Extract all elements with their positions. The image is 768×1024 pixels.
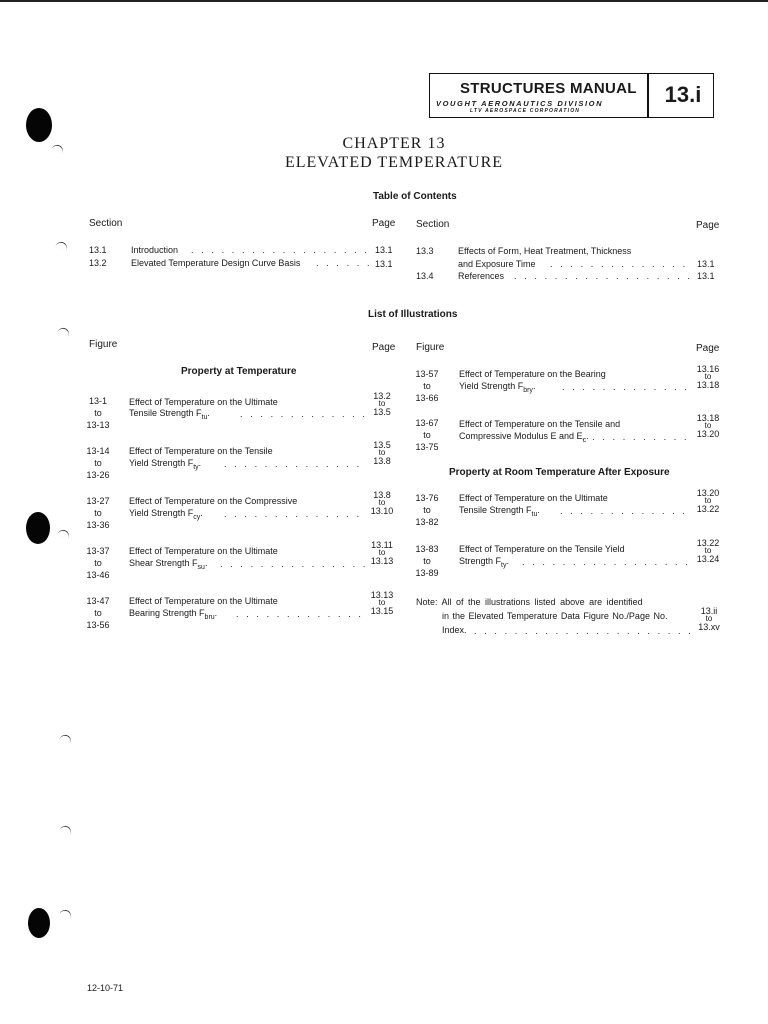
toc-section-number: 13.3 xyxy=(416,246,434,256)
toc-col-section-left: Section xyxy=(89,218,123,229)
page-range: 13.2 to 13.5 xyxy=(373,391,391,417)
loi-col-page-right: Page xyxy=(696,343,720,354)
toc-entry-title-cont: and Exposure Time xyxy=(458,259,536,269)
figure-range: 13-57 to 13-66 xyxy=(415,369,439,403)
toc-col-section-right: Section xyxy=(416,219,450,230)
figure-title: Effect of Temperature on the Compressive xyxy=(129,496,298,506)
figure-title: Effect of Temperature on the Bearing xyxy=(459,369,606,379)
leader-dots xyxy=(220,559,366,569)
manual-header-box xyxy=(429,73,714,118)
division-name: VOUGHT AERONAUTICS DIVISION xyxy=(436,99,604,108)
toc-entry-title: Introduction xyxy=(131,245,179,255)
margin-mark xyxy=(57,528,71,539)
toc-entry-page: 13.1 xyxy=(375,245,393,255)
toc-section-number: 13.4 xyxy=(416,271,434,281)
footer-date: 12-10-71 xyxy=(87,983,124,993)
figure-title-cont: Bearing Strength $F_{bru}$. xyxy=(129,608,218,621)
leader-dots xyxy=(240,409,366,419)
note-page-range: 13.ii to 13.xv xyxy=(698,606,720,632)
page-range: 13.16 to 13.18 xyxy=(696,364,720,390)
toc-entry-page: 13.1 xyxy=(697,259,715,269)
leader-dots xyxy=(224,459,366,469)
toc-entry-title: References xyxy=(458,271,505,281)
margin-mark xyxy=(59,824,73,835)
binder-hole-middle xyxy=(26,512,50,544)
page-range: 13.22 to 13.24 xyxy=(696,538,720,564)
figure-title-cont: Yield Strength $F_{cy}$. xyxy=(129,508,203,521)
leader-dots xyxy=(224,509,366,519)
figure-title-cont: Tensile Strength $F_{tu}$. xyxy=(459,505,540,518)
figure-title: Effect of Temperature on the Tensile and xyxy=(459,419,621,429)
figure-title: Effect of Temperature on the Ultimate xyxy=(459,493,608,503)
page-range: 13.13 to 13.15 xyxy=(370,590,394,616)
margin-mark xyxy=(55,240,69,251)
figure-range: 13-47 to 13-56 xyxy=(86,596,110,630)
figure-title: Effect of Temperature on the Ultimate xyxy=(129,397,278,407)
chapter-number: CHAPTER 13 xyxy=(342,135,446,152)
figure-range: 13-76 to 13-82 xyxy=(415,493,439,527)
loi-heading: List of Illustrations xyxy=(368,309,458,320)
leader-dots xyxy=(236,609,366,619)
loi-group-heading-right: Property at Room Temperature After Exposure xyxy=(449,467,670,478)
figure-title: Effect of Temperature on the Ultimate xyxy=(129,546,278,556)
toc-entry-page: 13.1 xyxy=(375,259,393,269)
toc-heading: Table of Contents xyxy=(373,191,457,202)
leader-dots xyxy=(560,506,690,516)
page-range: 13.8 to 13.10 xyxy=(370,490,394,516)
figure-title: Effect of Temperature on the Tensile Yield xyxy=(459,544,625,554)
toc-section-number: 13.2 xyxy=(89,258,107,268)
leader-dots xyxy=(191,245,369,255)
figure-title-cont: Compressive Modulus E and $E_c$. xyxy=(459,431,589,444)
leader-dots xyxy=(562,382,690,392)
figure-range: 13-67 to 13-75 xyxy=(415,418,439,452)
page-id: 13.i xyxy=(664,82,702,107)
leader-dots xyxy=(474,626,692,636)
page-range: 13.5 to 13.8 xyxy=(373,440,391,466)
toc-section-number: 13.1 xyxy=(89,245,107,255)
figure-range: 13-83 to 13-89 xyxy=(415,544,439,578)
figure-title: Effect of Temperature on the Ultimate xyxy=(129,596,278,606)
leader-dots xyxy=(514,271,692,281)
figure-range: 13-37 to 13-46 xyxy=(86,546,110,580)
manual-title: STRUCTURES MANUAL xyxy=(460,80,637,97)
loi-col-page-left: Page xyxy=(372,342,396,353)
toc-col-page-right: Page xyxy=(696,220,720,231)
margin-mark xyxy=(59,908,73,919)
toc-entry-title: Elevated Temperature Design Curve Basis xyxy=(131,258,301,268)
figure-title-cont: Yield Strength $F_{bry}$. xyxy=(459,381,536,394)
figure-range: 13-1 to 13-13 xyxy=(86,396,110,430)
note-line-1: Note: All of the illustrations listed above are identified xyxy=(416,597,643,607)
note-line-3: Index. xyxy=(442,625,467,635)
binder-hole-bottom xyxy=(28,908,50,938)
figure-title-cont: Yield Strength $F_{ty}$. xyxy=(129,458,202,471)
loi-col-figure-right: Figure xyxy=(416,342,445,353)
leader-dots xyxy=(582,432,692,442)
page-range: 13.20 to 13.22 xyxy=(696,488,720,514)
page-range: 13.11 to 13.13 xyxy=(370,540,394,566)
figure-title: Effect of Temperature on the Tensile xyxy=(129,446,273,456)
figure-range: 13-14 to 13-26 xyxy=(86,446,110,480)
loi-group-heading-left: Property at Temperature xyxy=(181,366,297,377)
loi-col-figure-left: Figure xyxy=(89,339,118,350)
note-line-2: in the Elevated Temperature Data Figure No./Page No. xyxy=(442,611,668,621)
page-range: 13.18 to 13.20 xyxy=(696,413,720,439)
figure-title-cont: Shear Strength $F_{su}$. xyxy=(129,558,208,571)
leader-dots xyxy=(550,259,692,269)
toc-entry-title: Effects of Form, Heat Treatment, Thickness xyxy=(458,246,632,256)
margin-mark xyxy=(57,326,71,337)
margin-mark xyxy=(59,733,73,744)
header-divider xyxy=(647,74,649,117)
figure-range: 13-27 to 13-36 xyxy=(86,496,110,530)
figure-title-cont: Tensile Strength $F_{tu}$. xyxy=(129,408,210,421)
figure-title-cont: Strength $F_{ty}$. xyxy=(459,556,509,569)
corporation-name: LTV AEROSPACE CORPORATION xyxy=(470,108,581,114)
chapter-title: ELEVATED TEMPERATURE xyxy=(284,154,504,171)
toc-entry-page: 13.1 xyxy=(697,271,715,281)
leader-dots xyxy=(522,557,692,567)
page-top-edge xyxy=(0,0,768,2)
toc-col-page-left: Page xyxy=(372,218,396,229)
leader-dots xyxy=(316,258,369,268)
